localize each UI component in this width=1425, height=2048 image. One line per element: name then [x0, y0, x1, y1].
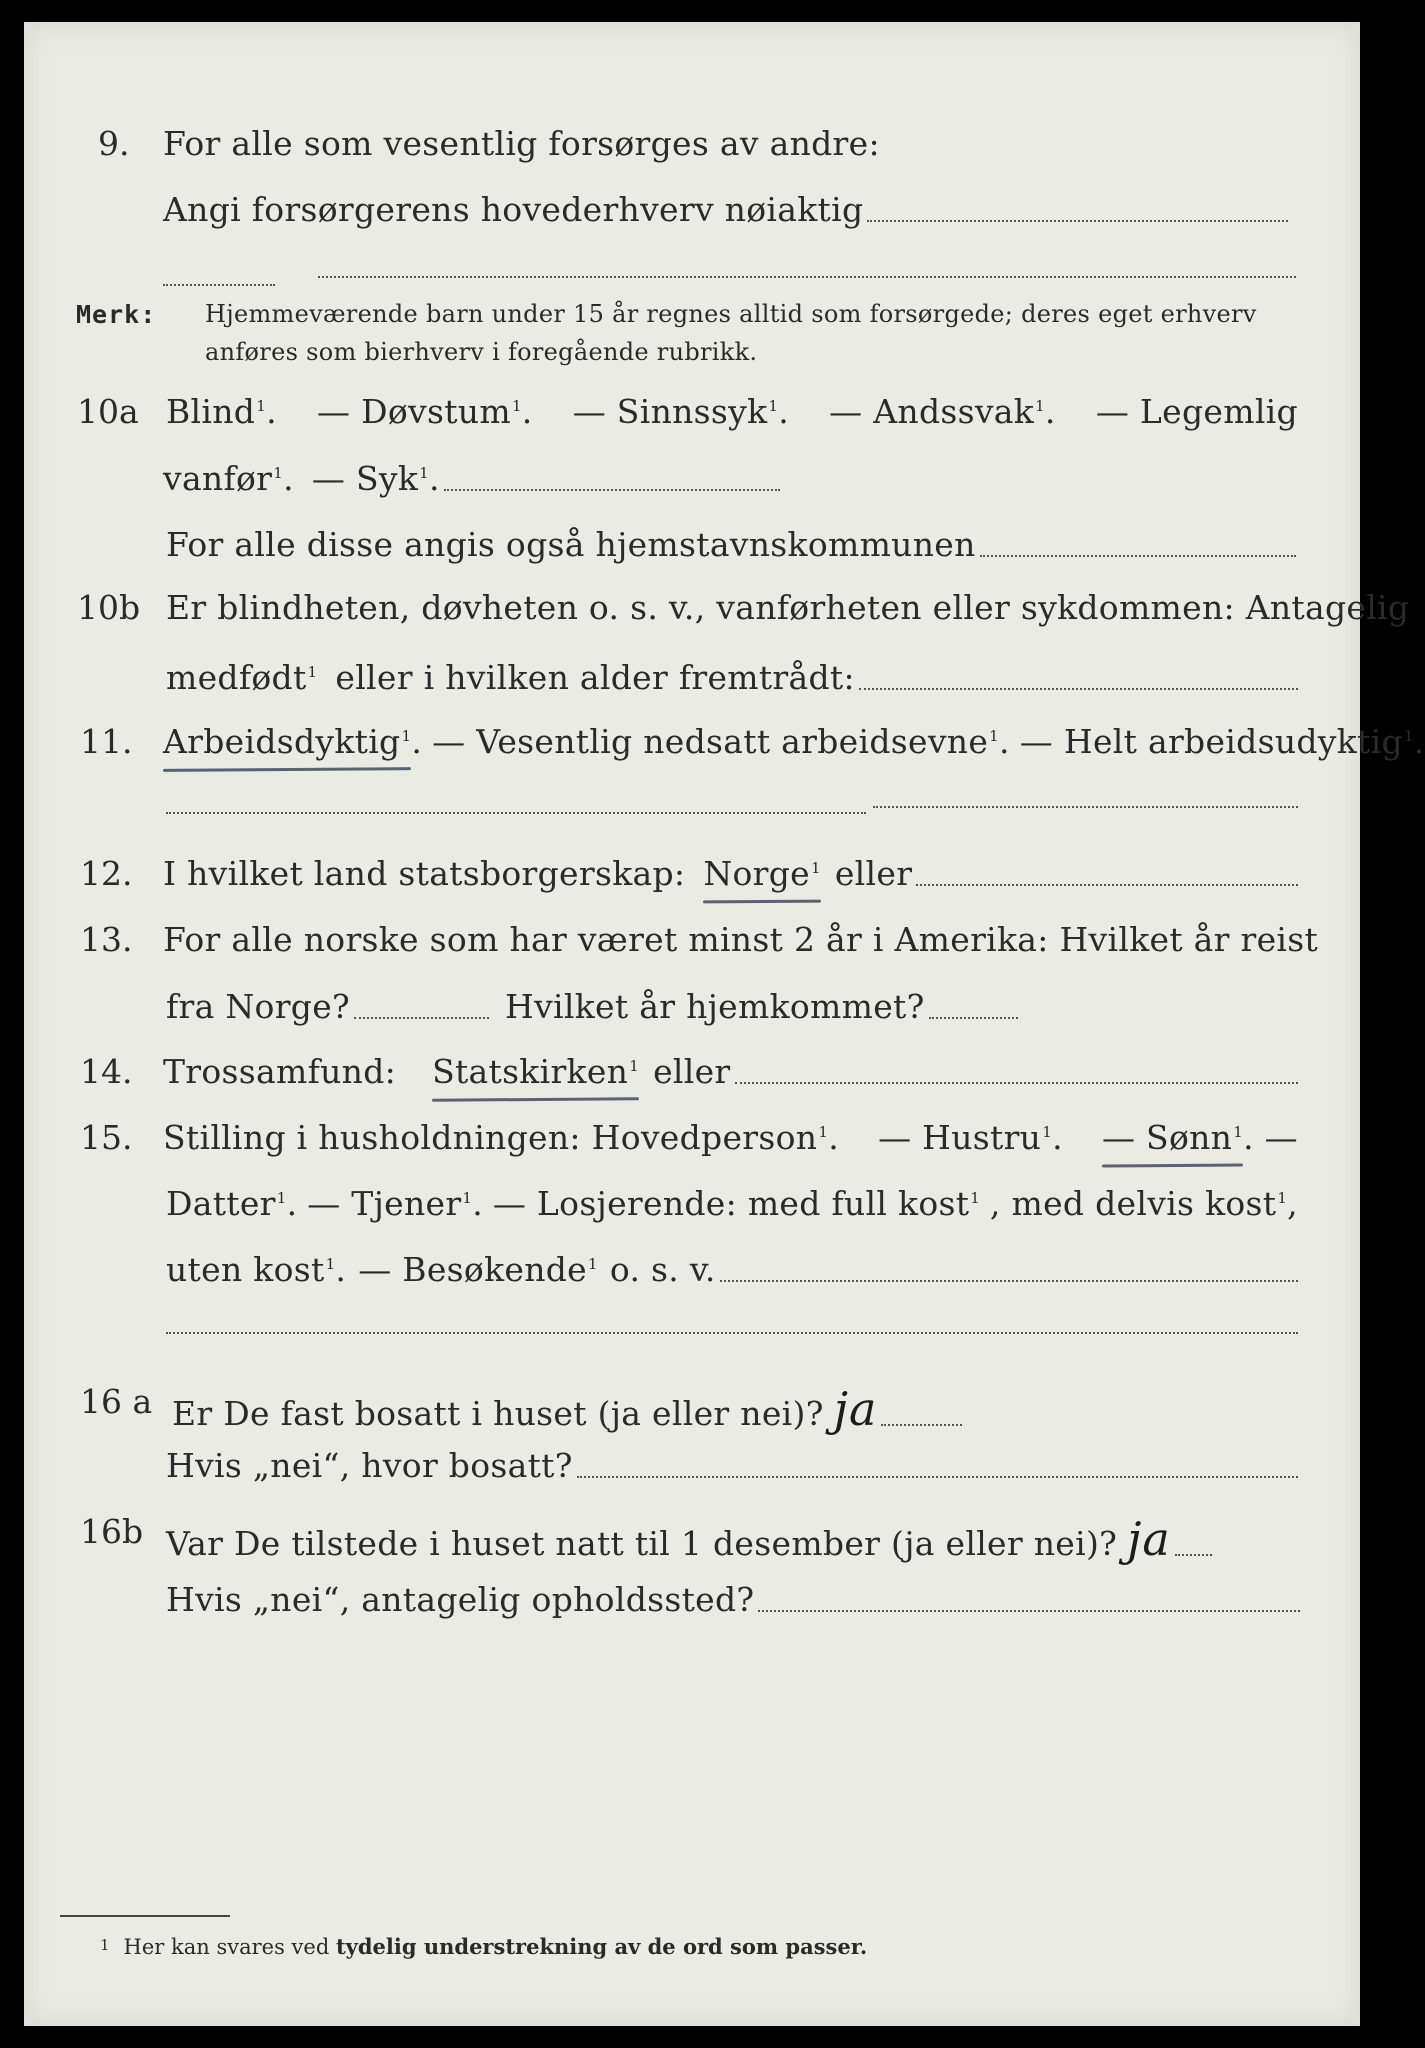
q11-number: 11.: [80, 722, 133, 761]
note-text-2: anføres som bierhverv i foregående rubrikk.: [205, 338, 758, 366]
option-sinnssyk[interactable]: — Sinnssyk$^1$.: [572, 392, 790, 431]
option-dovstum[interactable]: — Døvstum$^1$.: [317, 392, 533, 431]
q12-eller: eller: [834, 854, 913, 893]
footnote-text: Her kan svares ved: [123, 1935, 330, 1959]
option-arbeidsdyktig[interactable]: Arbeidsdyktig$^1$: [163, 722, 412, 761]
q15-number: 15.: [80, 1118, 133, 1157]
note-text-1: Hjemmeværende barn under 15 år regnes alltid som forsørgede; deres eget erhverv: [205, 300, 1257, 328]
option-helt-arbeidsudyktig[interactable]: — Helt arbeidsudyktig$^1$.: [1019, 722, 1425, 761]
q13-return-field[interactable]: [929, 1017, 1018, 1019]
q15-line3: [166, 1250, 1298, 1289]
q11-extra-line-b[interactable]: [873, 806, 1298, 808]
note-line1: [205, 300, 1257, 328]
q9-text: For alle som vesentlig forsørges av andre:: [163, 124, 880, 163]
footnote-emphasis: tydelig understrekning av de ord som passer.: [335, 1934, 868, 1959]
q16b-whereabouts-field[interactable]: [758, 1610, 1300, 1612]
option-blind[interactable]: Blind$^1$.: [166, 392, 277, 431]
q16b-question: Var De tilstede i huset natt til 1 desember (ja eller nei)?: [166, 1524, 1118, 1563]
q13-return-label: Hvilket år hjemkommet?: [505, 987, 925, 1026]
option-besokende[interactable]: — Besøkende$^1$: [358, 1250, 598, 1289]
q16b-line2: [166, 1580, 1300, 1619]
q9-line1: [163, 124, 880, 163]
q10a-number: 10a: [77, 392, 139, 431]
q15-other-field[interactable]: [720, 1280, 1298, 1282]
q13-line2: [166, 987, 1018, 1026]
q16b-handwritten-answer[interactable]: ja: [1127, 1512, 1171, 1566]
q10b-age-label: eller i hvilken alder fremtrådt:: [335, 658, 855, 697]
q16b-line1: [166, 1512, 1212, 1566]
option-delvis-kost[interactable]: , med delvis kost$^1$,: [989, 1184, 1298, 1223]
q10b-number: 10b: [77, 588, 141, 627]
q9-number: 9.: [98, 124, 130, 163]
q16b-whereabouts-label: Hvis „nei“, antagelig opholdssted?: [166, 1580, 755, 1619]
q10a-syk-field[interactable]: [444, 489, 780, 491]
q13-departure-field[interactable]: [354, 1017, 489, 1019]
q10a-line1: [166, 392, 1298, 431]
q11-line1: Arbeidsdyktig$^1$ . — Vesentlig nedsatt arbeidsevne$^1$. — Helt arbeidsudyktig$^1$.: [163, 722, 1425, 761]
q9-line2: [163, 190, 1288, 229]
q16a-residence-label: Hvis „nei“, hvor bosatt?: [166, 1446, 573, 1485]
q16a-line1: [172, 1382, 962, 1436]
q12-line1: [163, 854, 1298, 893]
q15-extra-line[interactable]: [166, 1332, 1298, 1334]
q10b-age-field[interactable]: [859, 688, 1298, 690]
q9-occupation-field[interactable]: [867, 220, 1288, 222]
q16a-number: 16 a: [80, 1382, 153, 1421]
q13-number: 13.: [80, 920, 133, 959]
q16b-number: 16b: [80, 1512, 144, 1551]
option-syk[interactable]: — Syk$^1$.: [311, 459, 440, 498]
option-hovedperson[interactable]: Stilling i husholdningen: Hovedperson$^1$.: [163, 1118, 839, 1157]
q10a-home-municipality-field[interactable]: [980, 555, 1296, 557]
q10a-line3: [166, 525, 1296, 564]
option-datter[interactable]: Datter$^1$.: [166, 1184, 298, 1223]
option-andssvak[interactable]: — Andssvak$^1$.: [829, 392, 1056, 431]
q15-line2: [166, 1184, 1298, 1223]
q13-line1: [163, 920, 1318, 959]
q9-extra-line-b[interactable]: [318, 276, 1296, 278]
q16a-answer-field[interactable]: [881, 1424, 962, 1426]
option-sonn[interactable]: — Sønn$^1$. —: [1101, 1118, 1298, 1157]
option-legemlig[interactable]: — Legemlig: [1095, 392, 1298, 431]
q10a-line2: [163, 459, 780, 498]
q16b-answer-field[interactable]: [1175, 1554, 1212, 1556]
q9-occupation-label: Angi forsørgerens hovederhverv nøiaktig: [163, 190, 864, 229]
option-vesentlig-nedsatt[interactable]: — Vesentlig nedsatt arbeidsevne$^1$.: [432, 722, 1010, 761]
option-tjener[interactable]: — Tjener$^1$.: [307, 1184, 484, 1223]
option-vanfor[interactable]: vanfør$^1$.: [163, 459, 294, 498]
q16a-question: Er De fast bosatt i huset (ja eller nei)?: [172, 1394, 824, 1433]
note-line2: [205, 338, 757, 366]
q16a-line2: [166, 1446, 1298, 1485]
footnote-mark: 1: [100, 1936, 110, 1954]
note-label: Merk:: [76, 300, 157, 329]
q10b-line2: [166, 658, 1298, 697]
option-medfodt[interactable]: medfødt$^1$: [166, 658, 318, 697]
q14-religion-field[interactable]: [735, 1082, 1298, 1084]
q14-line1: [163, 1052, 1298, 1091]
q15-osv: o. s. v.: [609, 1250, 716, 1289]
q14-number: 14.: [80, 1052, 133, 1091]
option-norge[interactable]: Norge$^1$: [703, 854, 821, 893]
q14-label: Trossamfund:: [163, 1052, 397, 1091]
q10b-line1: [166, 588, 1409, 627]
footnote: [100, 1934, 867, 1959]
option-uten-kost[interactable]: uten kost$^1$.: [166, 1250, 347, 1289]
q12-country-field[interactable]: [916, 884, 1298, 886]
q11-extra-line-a[interactable]: [166, 812, 866, 814]
q16a-residence-field[interactable]: [577, 1476, 1298, 1478]
footnote-rule: [60, 1915, 230, 1917]
q10a-home-municipality-label: For alle disse angis også hjemstavnskommunen: [166, 525, 976, 564]
option-hustru[interactable]: — Hustru$^1$.: [878, 1118, 1063, 1157]
q15-line1: [163, 1118, 1298, 1157]
q10b-text: Er blindheten, døvheten o. s. v., vanførheten eller sykdommen: Antagelig: [166, 588, 1410, 627]
q13-text: For alle norske som har været minst 2 år i Amerika: Hvilket år reist: [163, 920, 1319, 959]
q14-eller: eller: [653, 1052, 731, 1091]
option-statskirken[interactable]: Statskirken$^1$: [432, 1052, 640, 1091]
q13-departure-label: fra Norge?: [166, 987, 351, 1026]
q12-label: I hvilket land statsborgerskap:: [163, 854, 686, 893]
q12-number: 12.: [80, 854, 133, 893]
option-full-kost[interactable]: — Losjerende: med full kost$^1$: [492, 1184, 981, 1223]
q16a-handwritten-answer[interactable]: ja: [833, 1382, 878, 1436]
q9-extra-line-a[interactable]: [163, 284, 275, 286]
